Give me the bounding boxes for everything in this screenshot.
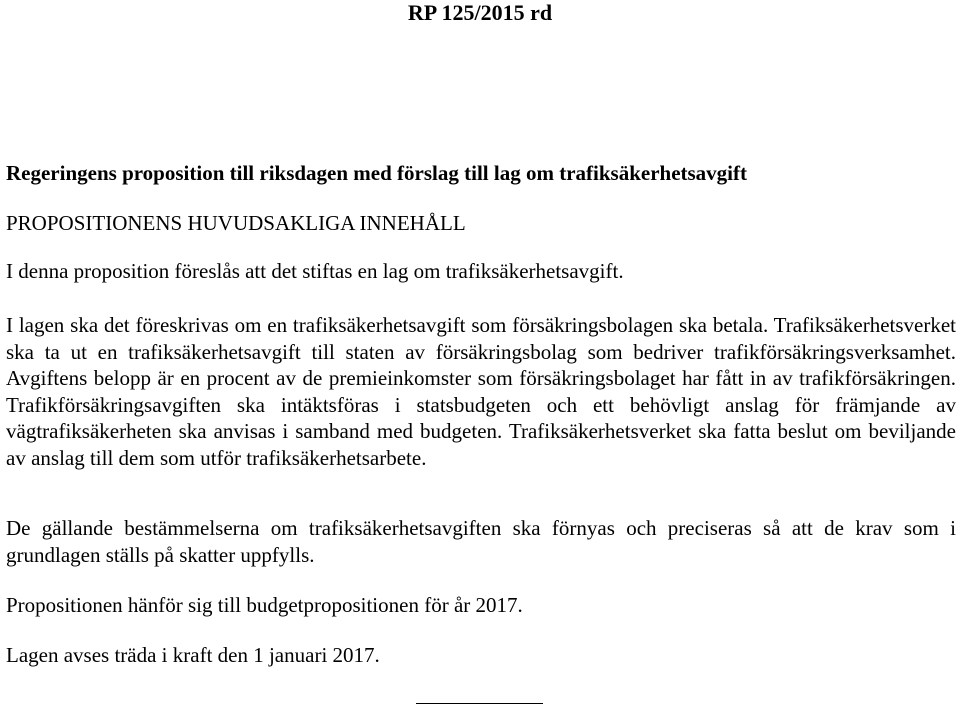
proposal-title: Regeringens proposition till riksdagen med förslag till lag om trafiksäkerhetsavgift: [6, 161, 747, 185]
paragraph-intro: I denna proposition föreslås att det stiftas en lag om trafiksäkerhetsavgift.: [6, 259, 624, 283]
section-heading: PROPOSITIONENS HUVUDSAKLIGA INNEHÅLL: [6, 211, 466, 235]
paragraph-budget: Propositionen hänför sig till budgetpropositionen för år 2017.: [6, 593, 523, 617]
end-rule-divider: [416, 703, 543, 704]
document-id: RP 125/2015 rd: [407, 0, 553, 25]
paragraph-main: I lagen ska det föreskrivas om en trafiksäkerhetsavgift som försäkringsbolagen ska betala. Trafiksäkerhetsverket ska ta ut en trafiksäkerhetsavgift till staten av försäkringsbolag som bedriver trafikförsäkringsverksamhet. Avgiftens belopp är en procent av de premieinkomster som försäkringsbolaget har fått in av trafikförsäkringen. Trafikförsäkringsavgiften ska intäktsföras i statsbudgeten och ett behövligt anslag för främjande av vägtrafiksäkerheten ska anvisas i samband med budgeten. Trafiksäkerhetsverket ska fatta beslut om beviljande av anslag till dem som utför trafiksäkerhetsarbete.: [6, 313, 956, 470]
paragraph-renewal: De gällande bestämmelserna om trafiksäkerhetsavgiften ska förnyas och preciseras så att de krav som i grundlagen ställs på skatter uppfylls.: [6, 516, 956, 567]
paragraph-effective-date: Lagen avses träda i kraft den 1 januari 2017.: [6, 643, 380, 667]
